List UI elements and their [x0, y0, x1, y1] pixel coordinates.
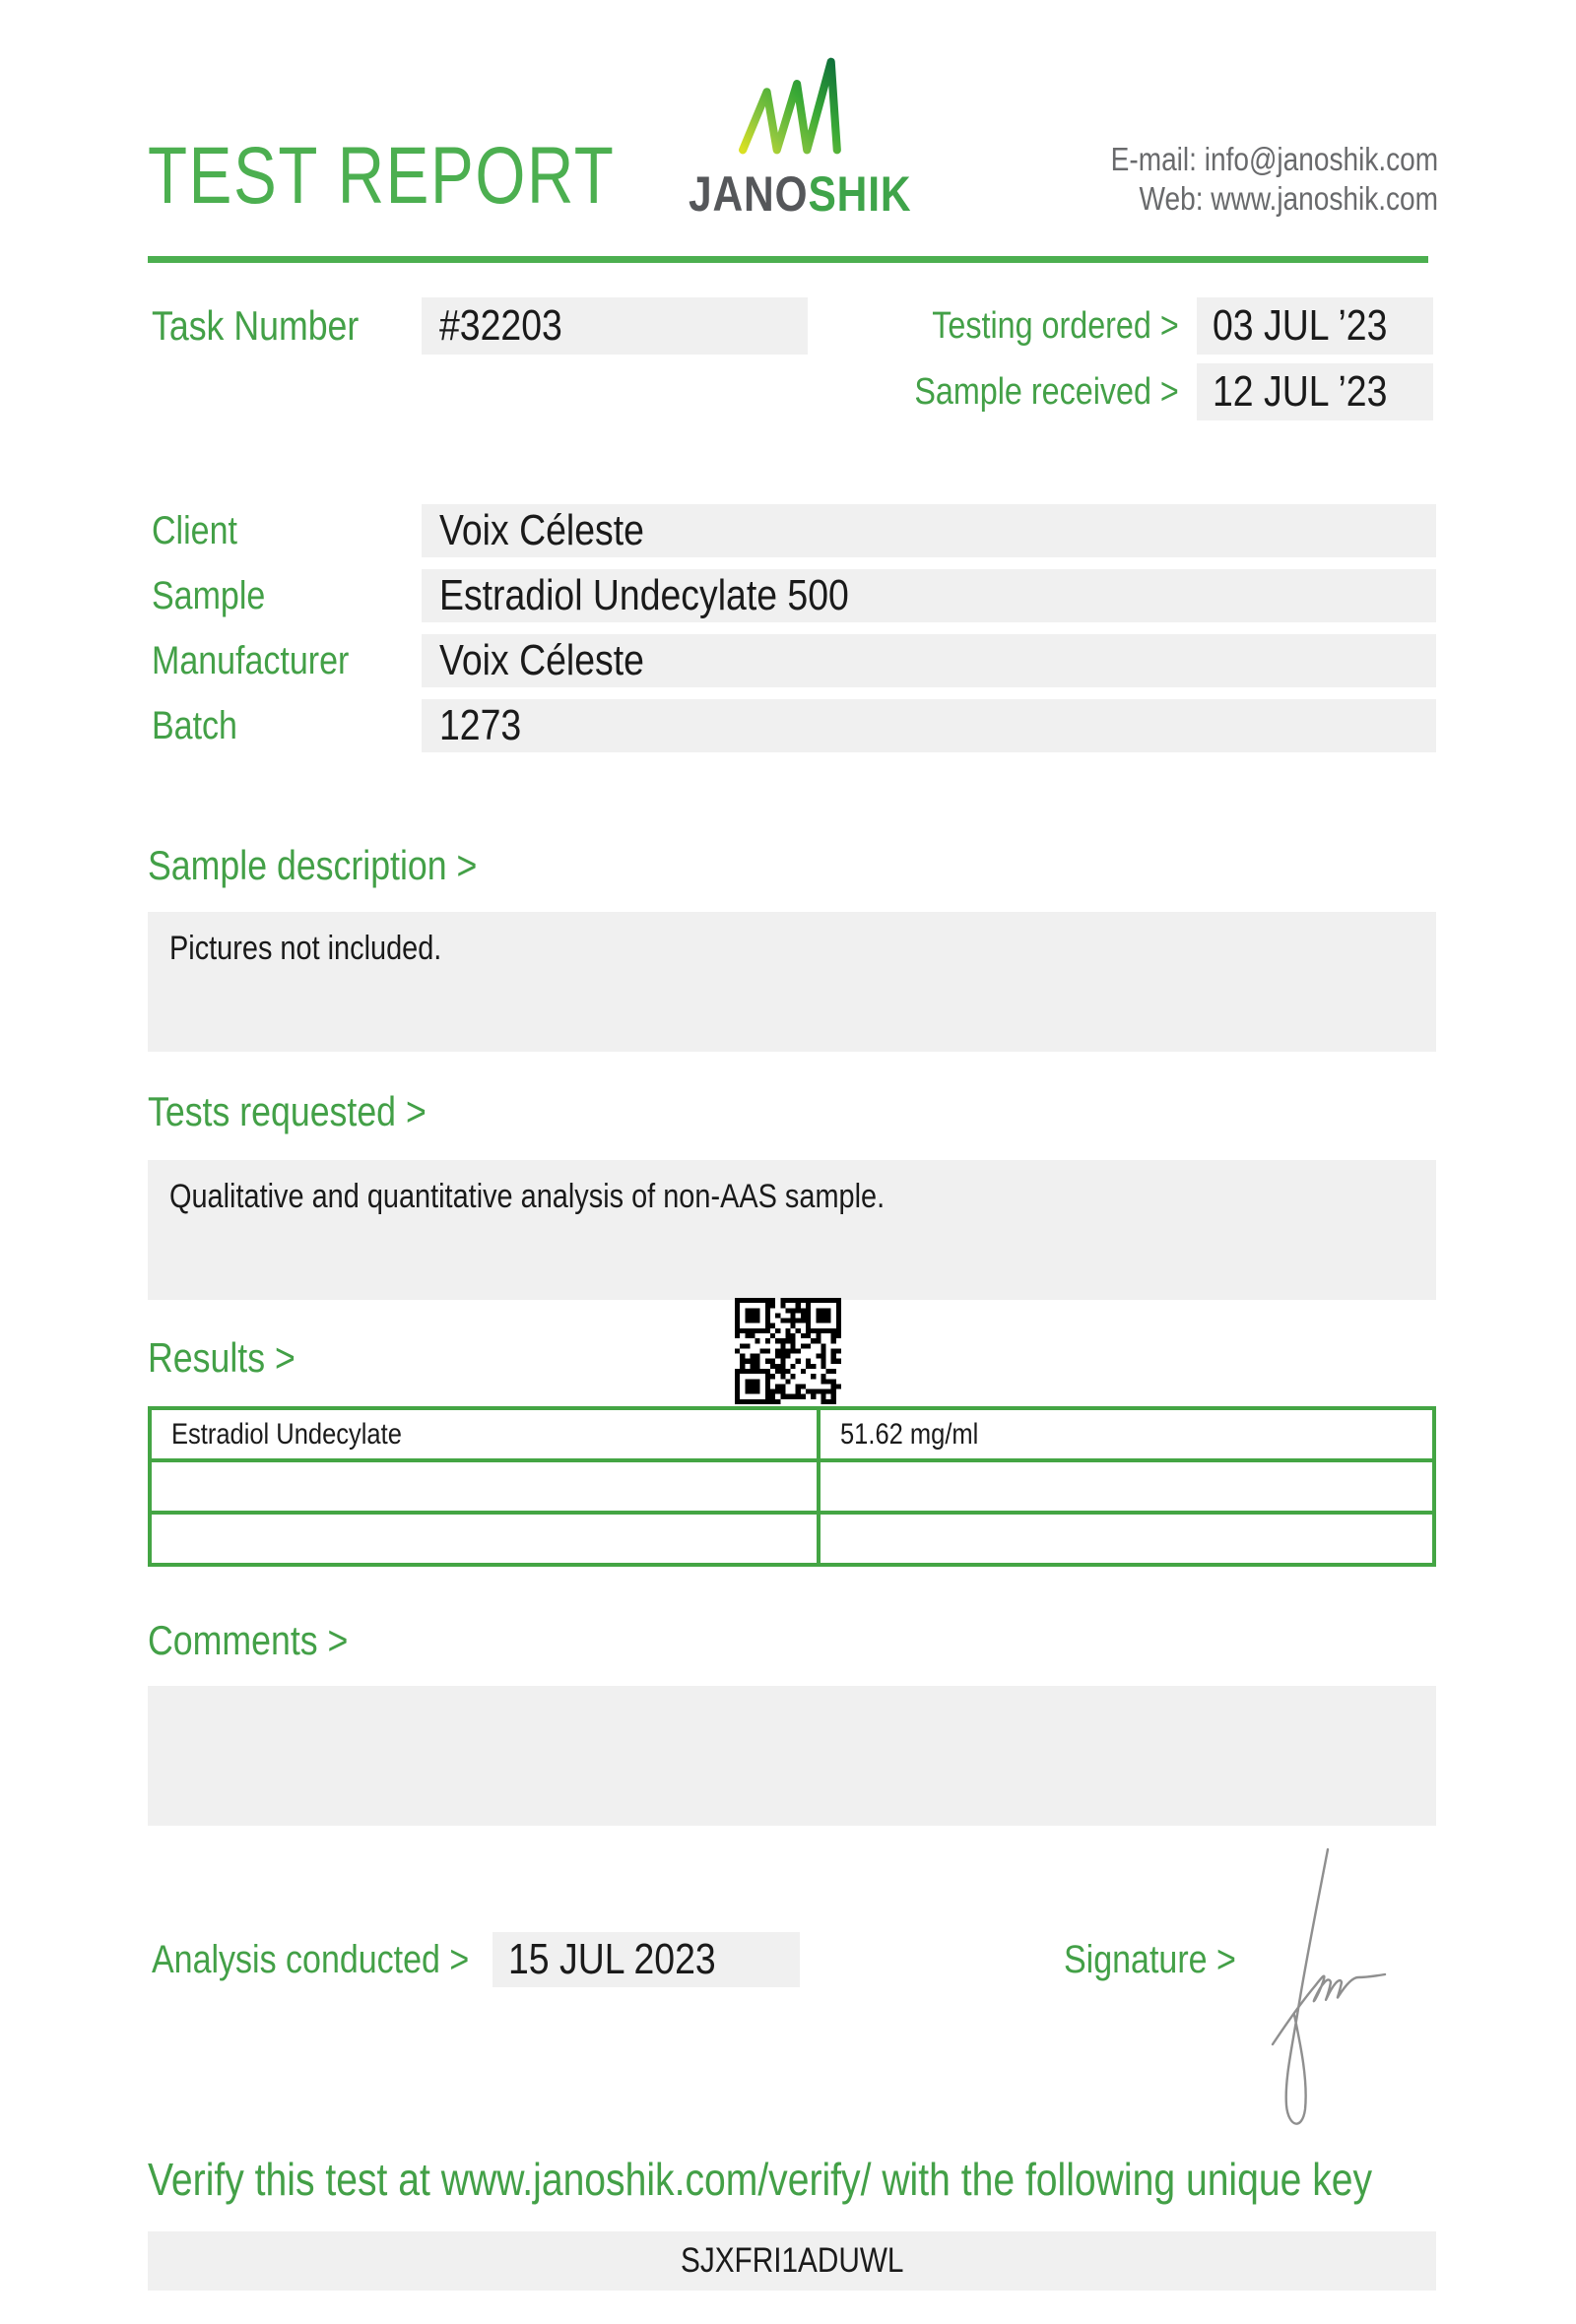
- sample-value-box: [422, 569, 1436, 622]
- testing-ordered-label: Testing ordered >: [932, 304, 1179, 347]
- contact-email: E-mail: info@janoshik.com: [1110, 141, 1438, 177]
- header-divider: [148, 256, 1428, 263]
- logo-text-jano: JANO: [688, 166, 809, 222]
- unique-key-box: [148, 2231, 1436, 2291]
- detail-row-batch: [148, 699, 1436, 752]
- sample-description-text: Pictures not included.: [169, 930, 442, 967]
- sample-received-value: 12 JUL ’23: [1213, 367, 1388, 416]
- task-number-row: [148, 297, 827, 355]
- sample-description-heading: Sample description >: [148, 842, 478, 888]
- logo-text-shik: SHIK: [808, 166, 912, 222]
- comments-heading: Comments >: [148, 1617, 349, 1663]
- sample-value: Estradiol Undecylate 500: [439, 571, 849, 619]
- sample-received-row: [868, 363, 1433, 420]
- sample-description-box: [148, 912, 1436, 1052]
- sample-received-label: Sample received >: [914, 370, 1179, 413]
- analysis-conducted-row: [148, 1932, 985, 1987]
- contact-web: Web: www.janoshik.com: [1139, 180, 1438, 217]
- testing-ordered-value-box: [1197, 297, 1433, 355]
- detail-row-client: [148, 504, 1436, 557]
- result-value: 51.62 mg/ml: [819, 1408, 1434, 1460]
- client-value: Voix Céleste: [439, 506, 644, 554]
- janoshik-logo-icon: [737, 49, 849, 160]
- manufacturer-value: Voix Céleste: [439, 636, 644, 684]
- tests-requested-box: [148, 1160, 1436, 1300]
- sample-received-value-box: [1197, 363, 1433, 420]
- testing-ordered-row: [888, 297, 1433, 355]
- janoshik-logo: [642, 165, 957, 223]
- sample-label: Sample: [152, 574, 266, 617]
- batch-value: 1273: [439, 701, 522, 749]
- comments-box: [148, 1686, 1436, 1826]
- batch-label: Batch: [152, 704, 237, 747]
- tests-requested-heading: Tests requested >: [148, 1088, 427, 1134]
- signature-label: Signature >: [1064, 1938, 1236, 1981]
- task-number-label: Task Number: [152, 302, 360, 349]
- client-value-box: [422, 504, 1436, 557]
- analysis-date-box: [492, 1932, 800, 1987]
- analysis-date: 15 JUL 2023: [508, 1935, 716, 1983]
- client-label: Client: [152, 509, 237, 552]
- verify-text: Verify this test at www.janoshik.com/verify/ with the following unique key: [148, 2154, 1373, 2205]
- manufacturer-label: Manufacturer: [152, 639, 350, 682]
- page-title: TEST REPORT: [148, 131, 616, 221]
- results-table: [148, 1406, 1436, 1567]
- result-substance: Estradiol Undecylate: [150, 1408, 819, 1460]
- task-number-value-box: [422, 297, 808, 355]
- qr-code: [735, 1298, 841, 1404]
- sample-details: [148, 504, 1436, 764]
- contact-info: [1053, 140, 1438, 219]
- results-row-2: [150, 1460, 1434, 1513]
- task-number-value: #32203: [439, 301, 562, 350]
- results-row-1: [150, 1408, 1434, 1460]
- unique-key: SJXFRI1ADUWL: [680, 2241, 904, 2280]
- analysis-conducted-label: Analysis conducted >: [152, 1938, 470, 1981]
- detail-row-sample: [148, 569, 1436, 622]
- signature-image: [1263, 1822, 1487, 2147]
- dates-block: [868, 297, 1433, 420]
- tests-requested-text: Qualitative and quantitative analysis of non-AAS sample.: [169, 1178, 886, 1215]
- results-row-3: [150, 1513, 1434, 1565]
- detail-row-manufacturer: [148, 634, 1436, 687]
- results-heading: Results >: [148, 1334, 296, 1381]
- batch-value-box: [422, 699, 1436, 752]
- manufacturer-value-box: [422, 634, 1436, 687]
- testing-ordered-value: 03 JUL ’23: [1213, 301, 1388, 350]
